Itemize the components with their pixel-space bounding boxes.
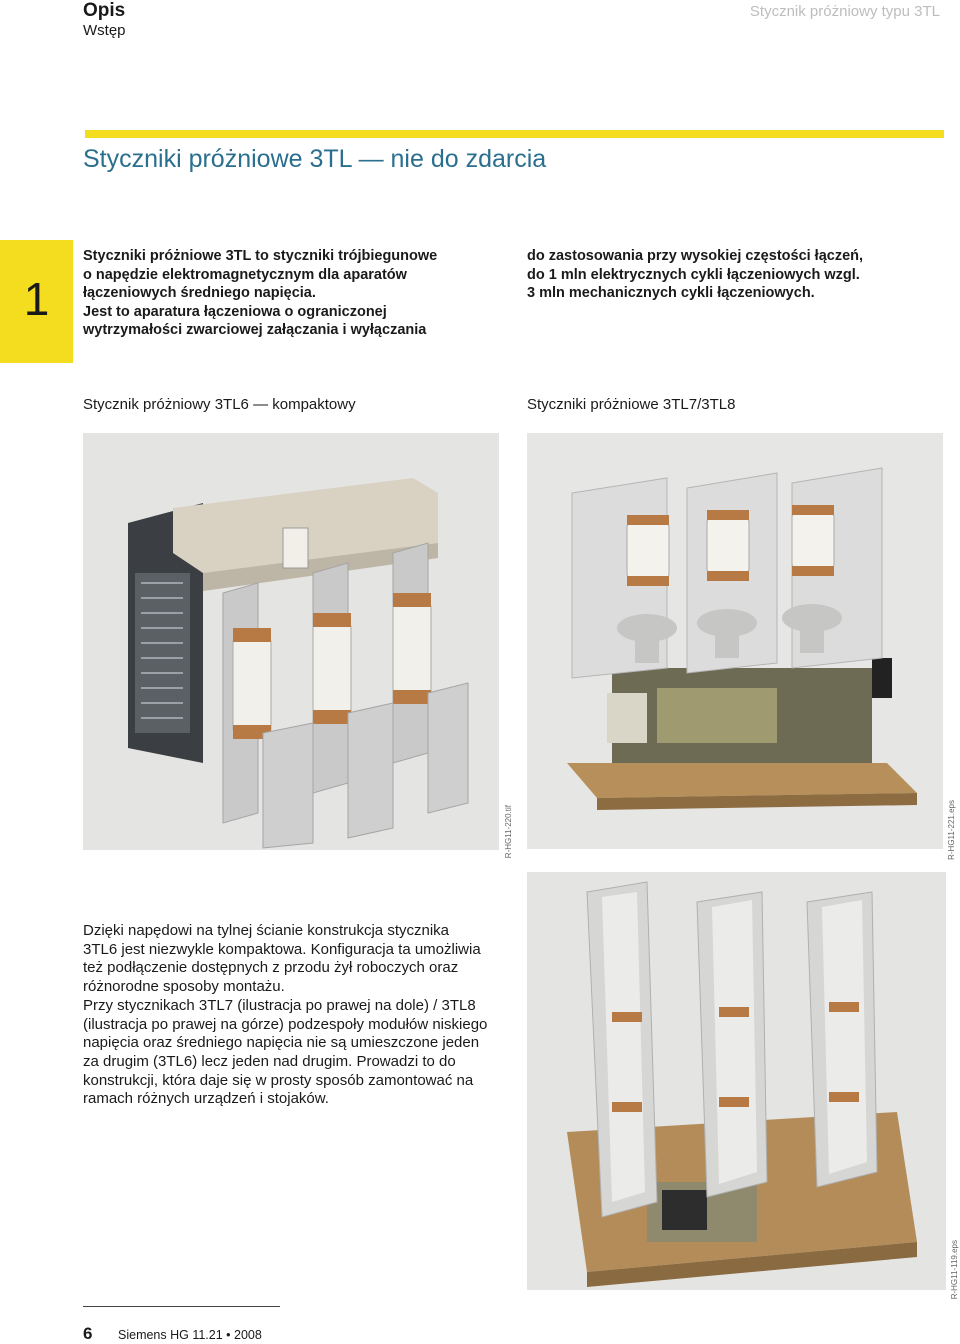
body-line: ramach różnych urządzeń i stojaków. [83, 1090, 329, 1108]
photo-3tl7-contactor [527, 872, 946, 1290]
publication-info: Siemens HG 11.21 • 2008 [118, 1328, 262, 1342]
intro-line: o napędzie elektromagnetycznym dla aparatów [83, 266, 407, 283]
intro-left-column [83, 247, 503, 340]
chapter-number: 1 [23, 273, 50, 325]
contactor-illustration [527, 872, 946, 1290]
body-paragraph-2 [83, 997, 508, 1109]
footer-rule [83, 1306, 280, 1307]
intro-line: Styczniki próżniowe 3TL to styczniki trójbiegunowe [83, 248, 438, 264]
intro-line: do zastosowania przy wysokiej częstości łączeń, [527, 248, 864, 264]
body-line: Dzięki napędowi na tylnej ścianie konstrukcja stycznika [83, 922, 450, 939]
figure-code-2: R-HG11-221.eps [947, 800, 956, 860]
caption-3tl7-3tl8: Styczniki próżniowe 3TL7/3TL8 [527, 396, 736, 413]
intro-line: Jest to aparatura łączeniowa o ograniczonej [83, 303, 387, 320]
body-paragraph-1 [83, 922, 508, 997]
subsection-title: Wstęp [83, 22, 126, 39]
caption-3tl6: Stycznik próżniowy 3TL6 — kompaktowy [83, 396, 356, 413]
contactor-illustration [83, 433, 499, 850]
body-line: też podłączenie dostępnych z przodu żył roboczych oraz [83, 959, 459, 977]
yellow-divider [85, 130, 944, 138]
body-line: różnorodne sposoby montażu. [83, 978, 285, 996]
body-line: (ilustracja po prawej na górze) podzespoły modułów niskiego [83, 1015, 488, 1033]
product-header: Stycznik próżniowy typu 3TL [749, 3, 940, 20]
figure-code-3: R-HG11-119.eps [950, 1240, 959, 1300]
body-line: konstrukcji, która daje się w prosty sposób zamontować na [83, 1071, 474, 1089]
photo-3tl8-contactor [527, 433, 943, 849]
section-title: Opis [83, 0, 126, 21]
body-line: 3TL6 jest niezwykle kompaktowa. Konfiguracja ta umożliwia [83, 940, 481, 958]
body-line: napięcia oraz średniego napięcia nie są umieszczone jeden [83, 1034, 480, 1052]
body-line: Przy stycznikach 3TL7 (ilustracja po prawej na dole) / 3TL8 [83, 996, 476, 1014]
intro-right-column [527, 247, 947, 303]
intro-line: łączeniowych średniego napięcia. [83, 285, 316, 302]
body-text [83, 922, 508, 1109]
page-title: Styczniki próżniowe 3TL — nie do zdarcia [83, 145, 547, 173]
photo-3tl6-contactor [83, 433, 499, 850]
page-number: 6 [83, 1324, 93, 1343]
body-line: za drugim (3TL6) lecz jeden nad drugim. Prowadzi to do [83, 1052, 456, 1070]
intro-line: wytrzymałości zwarciowej załączania i wyłączania [83, 322, 427, 339]
intro-line: do 1 mln elektrycznych cykli łączeniowych wzgl. [527, 266, 860, 283]
contactor-illustration [527, 433, 943, 849]
intro-line: 3 mln mechanicznych cykli łączeniowych. [527, 285, 815, 302]
figure-code-1: R-HG11-220.tif [504, 805, 513, 859]
